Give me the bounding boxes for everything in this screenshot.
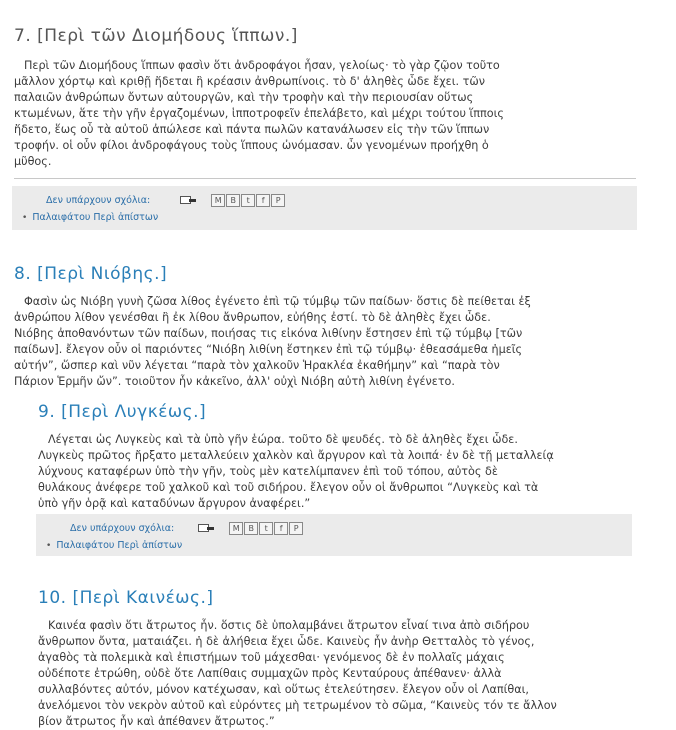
post-text-line: Φασὶν ὡς Νιόβη γυνὴ ζῶσα λίθος ἐγένετο ἐπὶ τῷ τύμβῳ τῶν παίδων· ὅστις δὲ πείθεται ἐξ [24, 295, 531, 308]
post-text-line: τροφήν. οἱ οὖν φίλοι ἀνδροφάγους τοὺς ἵππους ὠνόμασαν. ὧν γενομένων προήχθη ὁ [14, 139, 489, 152]
post-8 [14, 264, 654, 390]
share-buttons [229, 522, 303, 535]
share-buttons [211, 194, 285, 207]
post-body [38, 432, 638, 512]
post-footer [36, 514, 632, 556]
post-text-line: κτωμένων, ἅτε τὴν γῆν ἐργαζομένων, ἱπποτροφεῖν ἐπελάβετο, καὶ μέχρι τούτου ἵπποις [14, 107, 504, 120]
post-title: 10. [Περὶ Καινέως.] [38, 588, 214, 608]
email-share-icon[interactable]: M [229, 522, 243, 535]
post-text-line: ἥδετο, ἕως οὗ τὰ αὐτοῦ ἀπώλεσε καὶ πάντα πωλῶν κατανάλωσεν εἰς τὴν τῶν ἵππων [14, 123, 490, 136]
post-text-line: ἄνθρωπον ὄντα, ματαιάζει. ἡ δὲ ἀλήθεια ἔχει ὧδε. Καινεὺς ἦν ἀνὴρ Θετταλὸς τὸ γένος, [38, 635, 535, 648]
post-text-line: Λυγκεὺς πρῶτος ἤρξατο μεταλλεύειν χαλκὸν καὶ ἄργυρον καὶ τὰ λοιπά· ἐν δὲ τῇ μεταλλείᾳ [38, 449, 554, 462]
blog-share-icon[interactable]: B [244, 522, 258, 535]
post-9 [38, 402, 638, 521]
comments-link[interactable]: Δεν υπάρχουν σχόλια: [46, 195, 151, 206]
email-share-icon[interactable]: M [211, 194, 225, 207]
post-text-line: οὐδέποτε ἐτρώθη, οὐδὲ ὅτε Λαπίθαις συμμαχῶν πρὸς Κενταύρους ἀπέθανεν· ἀλλὰ [38, 667, 502, 680]
post-text-line: παλαιῶν ἀνθρώπων ὄντων αὐτουργῶν, καὶ τὴν τροφὴν καὶ τὴν περιουσίαν οὕτως [14, 91, 474, 104]
label-link[interactable]: Παλαιφάτου Περὶ ἀπίστων [32, 212, 159, 223]
post-title: 8. [Περὶ Νιόβης.] [14, 264, 168, 284]
post-text-line: λύχνους καταφέρων ὑπὸ τὴν γῆν, τοὺς μὲν κατελίμπανεν ἐπὶ τοῦ τόπου, αὐτὸς δὲ [38, 465, 498, 478]
post-text-line: αὐτήν”, ὥσπερ καὶ νῦν λέγεται “παρὰ τὸν χαλκοῦν Ἡρακλέα ἐκαθήμην” καὶ “παρὰ τὸν [14, 359, 500, 372]
facebook-share-icon[interactable]: f [274, 522, 288, 535]
email-post-icon[interactable] [180, 195, 197, 206]
comments-link[interactable]: Δεν υπάρχουν σχόλια: [70, 523, 175, 534]
post-title: 9. [Περὶ Λυγκέως.] [38, 402, 207, 422]
post-text-line: ἀνθρώπου λίθον γενέσθαι ἢ ἐκ λίθου ἄνθρωπον, εὐήθης ἐστί. τὸ δὲ ἀληθὲς ἔχει ὧδε. [14, 311, 491, 324]
post-text-line: Λέγεται ὡς Λυγκεὺς καὶ τὰ ὑπὸ γῆν ἑώρα. τοῦτο δὲ ψευδές. τὸ δὲ ἀληθὲς ἔχει ὧδε. [48, 433, 518, 446]
post-body [14, 58, 644, 170]
post-text-line: Νιόβης ἀποθανόντων τῶν παίδων, ποιήσας τις εἰκόνα λιθίνην ἔστησεν ἐπὶ τῷ τύμβῳ [τῶν [14, 327, 523, 340]
email-post-icon[interactable] [198, 523, 215, 534]
blog-share-icon[interactable]: B [226, 194, 240, 207]
pinterest-share-icon[interactable]: P [271, 194, 285, 207]
post-text-line: Καινέα φασὶν ὅτι ἄτρωτος ἦν. ὅστις δὲ ὑπολαμβάνει ἄτρωτον εἶναί τινα ἀπὸ σιδήρου [48, 619, 530, 632]
post-text-line: μᾶλλον χόρτῳ καὶ κριθῇ ἥδεται ἢ κρέασιν ἀνθρωπίνοις. τὸ δ' ἀληθὲς ὧδε ἔχει. τῶν [14, 75, 485, 88]
post-text-line: βίον ἄτρωτος ἦν καὶ ἀπέθανεν ἄτρωτος.” [38, 715, 275, 728]
post-text-line: συλλαβόντες αὐτόν, μόνον κατέχωσαν, καὶ οὕτως ἐτελεύτησεν. ἔλεγον οὖν οἱ Λαπίθαι, [38, 683, 529, 696]
post-text-line: μῦθος. [14, 155, 52, 168]
twitter-share-icon[interactable]: t [241, 194, 255, 207]
post-text-line: Πάριον Ἑρμῆν ὤν”. τοιοῦτον ἦν κἀκεῖνο, ἀλλ' οὐχὶ Νιόβη αὐτὴ λιθίνη ἐγένετο. [14, 375, 455, 388]
post-text-line: ὑπὸ γῆν ὁρᾷ καὶ καταδύνων ἄργυρον ἀναφέρει.” [38, 497, 311, 510]
post-body [38, 618, 638, 730]
bullet-icon: • [46, 540, 52, 551]
post-title: 7. [Περὶ τῶν Διομήδους ἵππων.] [14, 26, 298, 46]
post-text-line: ἀνελόμενοι τὸν νεκρὸν αὐτοῦ καὶ εὑρόντες μὴ τετρωμένον τὸ σῶμα, “Καινεὺς τόν τε ἄλλον [38, 699, 557, 712]
post-text-line: Περὶ τῶν Διομήδους ἵππων φασὶν ὅτι ἀνδροφάγοι ἦσαν, γελοίως· τὸ γὰρ ζῷον τοῦτο [24, 59, 500, 72]
post-body [14, 294, 654, 390]
post-text-line: ἀγαθὸς τὰ πολεμικὰ καὶ ἐπιστήμων τοῦ μάχεσθαι· γενόμενος δὲ ἐν πολλαῖς μάχαις [38, 651, 505, 664]
post-10 [38, 588, 638, 730]
post-footer [12, 186, 637, 230]
post-text-line: παίδων]. ἔλεγον οὖν οἱ παριόντες “Νιόβη λιθίνη ἕστηκεν ἐπὶ τῷ τύμβῳ· ἐθεασάμεθα ἡμεῖς [14, 343, 523, 356]
pinterest-share-icon[interactable]: P [289, 522, 303, 535]
label-link[interactable]: Παλαιφάτου Περὶ ἀπίστων [56, 540, 183, 551]
bullet-icon: • [22, 212, 28, 223]
post-text-line: θυλάκους ἀνέφερε τοῦ χαλκοῦ καὶ τοῦ σιδήρου. ἔλεγον οὖν οἱ ἄνθρωποι “Λυγκεὺς καὶ τὰ [38, 481, 539, 494]
twitter-share-icon[interactable]: t [259, 522, 273, 535]
facebook-share-icon[interactable]: f [256, 194, 270, 207]
divider [14, 178, 636, 179]
post-7 [14, 26, 644, 179]
